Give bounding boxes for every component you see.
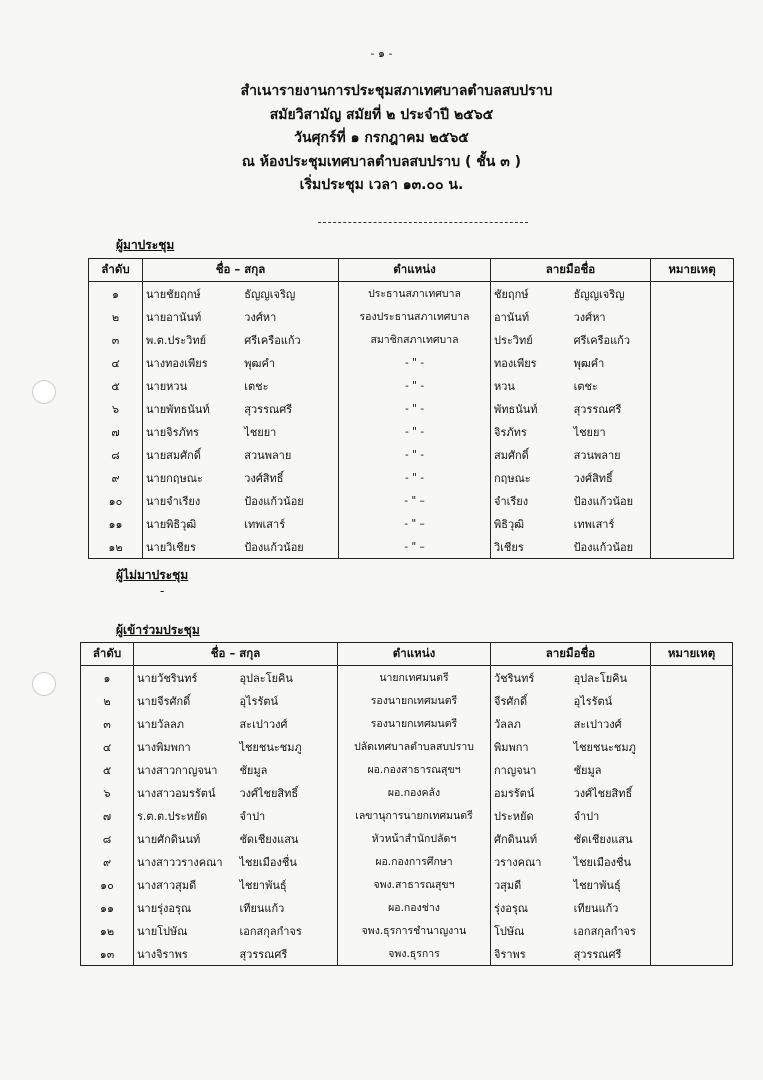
first-name: นางสาวกาญจนา: [137, 763, 218, 777]
position-cell: - " -: [339, 397, 491, 420]
first-name: นายรุ่งอรุณ: [137, 901, 192, 915]
remarks-cell: [651, 282, 734, 306]
signature-last: เอกสกุลกำจร: [573, 924, 636, 938]
signature-last: สวนพลาย: [573, 448, 621, 462]
header-line-2: สมัยวิสามัญ สมัยที่ ๒ ประจำปี ๒๕๖๕: [269, 106, 494, 123]
column-header: ลำดับ: [81, 643, 134, 666]
remarks-cell: [651, 443, 734, 466]
signature-last: ไชยชนะชมภู: [573, 740, 636, 754]
first-name: นายสมศักดิ์: [146, 448, 201, 462]
signature-first: จิรภัทร: [494, 425, 527, 439]
name-cell: [143, 466, 339, 489]
first-name: นายพิธิวุฒิ: [146, 517, 197, 531]
table-row: [81, 735, 733, 758]
signature-last: ไชยาพันธุ์: [573, 878, 621, 892]
table-row: [81, 712, 733, 735]
row-number: ๔: [89, 351, 143, 374]
last-name: จำปา: [239, 809, 266, 823]
signature-last: วงศ์ไชยสิทธิ์: [573, 786, 633, 800]
participants-title: ผู้เข้าร่วมประชุม: [116, 623, 200, 637]
row-number: ๙: [81, 850, 134, 873]
position-cell: - " -: [339, 420, 491, 443]
position-cell: - " -: [339, 443, 491, 466]
row-number: ๒: [89, 305, 143, 328]
first-name: นางพิมพกา: [137, 740, 191, 754]
signature-cell: [491, 666, 651, 690]
first-name: นางสาววรางคณา: [137, 855, 223, 869]
row-number: ๑๓: [81, 942, 134, 966]
name-cell: [143, 489, 339, 512]
signature-first: จำเรียง: [494, 494, 529, 508]
name-cell: [143, 328, 339, 351]
signature-cell: [491, 712, 651, 735]
column-header: หมายเหตุ: [651, 643, 733, 666]
row-number: ๖: [89, 397, 143, 420]
position-cell: จพง.สาธารณสุขฯ: [338, 873, 491, 896]
signature-last: ธัญญเจริญ: [573, 287, 625, 301]
name-cell: [134, 666, 338, 690]
signature-first: หวน: [494, 379, 515, 393]
signature-cell: [491, 443, 651, 466]
last-name: ชัยมูล: [239, 763, 268, 777]
signature-cell: [491, 689, 651, 712]
row-number: ๒: [81, 689, 134, 712]
remarks-cell: [651, 804, 733, 827]
signature-first: วิเชียร: [494, 540, 524, 554]
participants-header-row: [81, 643, 733, 666]
page-number: - ๑ -: [370, 47, 393, 60]
position-cell: ปลัดเทศบาลตำบลสบปราบ: [338, 735, 491, 758]
row-number: ๕: [89, 374, 143, 397]
last-name: สุวรรณศรี: [239, 947, 288, 961]
position-cell: ผอ.กองสาธารณสุขฯ: [338, 758, 491, 781]
position-cell: สมาชิกสภาเทศบาล: [339, 328, 491, 351]
name-cell: [143, 397, 339, 420]
last-name: วงศ์หา: [244, 310, 277, 324]
signature-first: พิธิวุฒิ: [494, 517, 525, 531]
attendees-title: ผู้มาประชุม: [116, 238, 175, 252]
last-name: อุปละโยคิน: [239, 671, 293, 685]
position-cell: ผอ.กองช่าง: [338, 896, 491, 919]
first-name: นายวัชรินทร์: [137, 671, 198, 685]
name-cell: [134, 850, 338, 873]
signature-last: พุฒคำ: [573, 356, 605, 370]
signature-cell: [491, 351, 651, 374]
remarks-cell: [651, 328, 734, 351]
signature-first: จิราพร: [494, 947, 526, 961]
signature-cell: [491, 305, 651, 328]
column-header: ตำแหน่ง: [339, 259, 491, 282]
last-name: ไชยยา: [244, 425, 277, 439]
remarks-cell: [651, 781, 733, 804]
table-row: [81, 781, 733, 804]
signature-cell: [491, 804, 651, 827]
name-cell: [134, 781, 338, 804]
table-row: [81, 827, 733, 850]
signature-first: พัทธนันท์: [494, 402, 538, 416]
table-row: [81, 666, 733, 690]
signature-first: อมรรัตน์: [494, 786, 535, 800]
remarks-cell: [651, 512, 734, 535]
remarks-cell: [651, 919, 733, 942]
name-cell: [143, 512, 339, 535]
header-line-3: วันศุกร์ที่ ๑ กรกฎาคม ๒๕๖๕: [294, 130, 469, 146]
last-name: ไชยเมืองชื่น: [239, 855, 297, 869]
name-cell: [134, 735, 338, 758]
signature-cell: [491, 758, 651, 781]
name-cell: [143, 420, 339, 443]
position-cell: หัวหน้าสำนักปลัดฯ: [338, 827, 491, 850]
remarks-cell: [651, 689, 733, 712]
absentees-none-mark: -: [160, 584, 165, 598]
signature-cell: [491, 420, 651, 443]
signature-last: อุปละโยคิน: [573, 671, 628, 685]
first-name: นายหวน: [146, 379, 188, 393]
remarks-cell: [651, 827, 733, 850]
row-number: ๑๑: [81, 896, 134, 919]
remarks-cell: [651, 489, 734, 512]
position-cell: ผอ.กองคลัง: [338, 781, 491, 804]
row-number: ๗: [89, 420, 143, 443]
attendees-header-row: [89, 259, 734, 282]
table-row: [89, 305, 734, 328]
participants-table: [80, 642, 733, 966]
last-name: สวนพลาย: [244, 448, 292, 462]
remarks-cell: [651, 942, 733, 966]
column-header: ตำแหน่ง: [338, 643, 491, 666]
punch-hole-top: [32, 380, 56, 404]
last-name: เตชะ: [244, 379, 269, 393]
row-number: ๑๐: [81, 873, 134, 896]
signature-first: วสุมดี: [494, 878, 522, 892]
position-cell: ประธานสภาเทศบาล: [339, 282, 491, 306]
table-row: [89, 282, 734, 306]
signature-last: ป้องแก้วน้อย: [573, 494, 634, 508]
remarks-cell: [651, 758, 733, 781]
position-cell: รองนายกเทศมนตรี: [338, 712, 491, 735]
first-name: นายกฤษณะ: [146, 471, 203, 485]
signature-cell: [491, 512, 651, 535]
table-row: [89, 397, 734, 420]
remarks-cell: [651, 666, 733, 690]
signature-cell: [491, 374, 651, 397]
table-row: [81, 689, 733, 712]
absentees-title: ผู้ไม่มาประชุม: [116, 568, 189, 582]
signature-first: อานันท์: [494, 310, 530, 324]
signature-last: สุวรรณศรี: [573, 402, 622, 416]
position-cell: - " -: [339, 374, 491, 397]
last-name: ไชยชนะชมภู: [239, 740, 302, 754]
remarks-cell: [651, 535, 734, 559]
document-header: [0, 80, 763, 198]
signature-first: ทองเพียร: [494, 356, 537, 370]
column-header: ชื่อ – สกุล: [134, 643, 338, 666]
row-number: ๘: [89, 443, 143, 466]
row-number: ๑: [89, 282, 143, 306]
signature-cell: [491, 466, 651, 489]
position-cell: - " -: [339, 466, 491, 489]
signature-cell: [491, 735, 651, 758]
signature-first: สมศักดิ์: [494, 448, 529, 462]
last-name: สะเปาวงศ์: [239, 717, 288, 731]
signature-cell: [491, 896, 651, 919]
name-cell: [134, 873, 338, 896]
header-line-1: สำเนารายงานการประชุมสภาเทศบาลตำบลสบปราบ: [240, 83, 553, 99]
name-cell: [143, 282, 339, 306]
table-row: [81, 850, 733, 873]
last-name: ธัญญเจริญ: [244, 287, 296, 301]
name-cell: [143, 535, 339, 559]
table-row: [81, 758, 733, 781]
signature-last: สะเปาวงศ์: [573, 717, 622, 731]
signature-first: ประวิทย์: [494, 333, 533, 347]
signature-cell: [491, 942, 651, 966]
position-cell: รองประธานสภาเทศบาล: [339, 305, 491, 328]
first-name: นายจิรภัทร: [146, 425, 199, 439]
remarks-cell: [651, 351, 734, 374]
remarks-cell: [651, 305, 734, 328]
column-header: หมายเหตุ: [651, 259, 734, 282]
first-name: ร.ต.ต.ประหยัด: [137, 809, 208, 823]
first-name: นางทองเพียร: [146, 356, 208, 370]
signature-cell: [491, 781, 651, 804]
signature-first: โปษัณ: [494, 924, 525, 938]
last-name: ชัดเชียงแสน: [239, 832, 299, 846]
last-name: วงศ์ไชยสิทธิ์: [239, 786, 299, 800]
row-number: ๗: [81, 804, 134, 827]
last-name: เอกสกุลกำจร: [239, 924, 302, 938]
name-cell: [143, 351, 339, 374]
signature-first: ประหยัด: [494, 809, 534, 823]
name-cell: [134, 712, 338, 735]
signature-cell: [491, 919, 651, 942]
signature-last: เตชะ: [573, 379, 598, 393]
remarks-cell: [651, 712, 733, 735]
signature-first: ศักดินนท์: [494, 832, 538, 846]
row-number: ๑๒: [81, 919, 134, 942]
last-name: เทพเสาร์: [244, 517, 286, 531]
row-number: ๑๒: [89, 535, 143, 559]
table-row: [81, 919, 733, 942]
first-name: นายวัลลภ: [137, 717, 185, 731]
last-name: อุไรรัตน์: [239, 694, 279, 708]
remarks-cell: [651, 397, 734, 420]
position-cell: นายกเทศมนตรี: [338, 666, 491, 690]
table-row: [81, 873, 733, 896]
table-row: [89, 420, 734, 443]
signature-last: เทียนแก้ว: [573, 901, 619, 915]
signature-first: วัลลภ: [494, 717, 521, 731]
remarks-cell: [651, 374, 734, 397]
position-cell: ผอ.กองการศึกษา: [338, 850, 491, 873]
row-number: ๑๐: [89, 489, 143, 512]
row-number: ๘: [81, 827, 134, 850]
name-cell: [143, 443, 339, 466]
column-header: ชื่อ – สกุล: [143, 259, 339, 282]
name-cell: [134, 804, 338, 827]
signature-first: วรางคณา: [494, 855, 542, 869]
position-cell: เลขานุการนายกเทศมนตรี: [338, 804, 491, 827]
first-name: นายจีรศักดิ์: [137, 694, 191, 708]
first-name: นายโปษัณ: [137, 924, 188, 938]
table-row: [89, 512, 734, 535]
row-number: ๓: [81, 712, 134, 735]
position-cell: จพง.ธุรการชำนาญงาน: [338, 919, 491, 942]
row-number: ๓: [89, 328, 143, 351]
table-row: [89, 374, 734, 397]
position-cell: - " -: [339, 351, 491, 374]
signature-last: วงศ์สิทธิ์: [573, 471, 613, 485]
signature-last: ชัยมูล: [573, 763, 602, 777]
row-number: ๙: [89, 466, 143, 489]
position-cell: รองนายกเทศมนตรี: [338, 689, 491, 712]
attendees-table: [88, 258, 734, 559]
position-cell: - " –: [339, 535, 491, 559]
last-name: ป้องแก้วน้อย: [244, 494, 304, 508]
table-row: [81, 942, 733, 966]
signature-first: รุ่งอรุณ: [494, 901, 528, 915]
last-name: พุฒคำ: [244, 356, 276, 370]
row-number: ๕: [81, 758, 134, 781]
signature-cell: [491, 827, 651, 850]
last-name: ไชยาพันธุ์: [239, 878, 287, 892]
signature-last: ชัดเชียงแสน: [573, 832, 633, 846]
remarks-cell: [651, 466, 734, 489]
table-row: [89, 535, 734, 559]
column-header: ลายมือชื่อ: [491, 643, 651, 666]
first-name: นางสาวสุมดี: [137, 878, 197, 892]
remarks-cell: [651, 896, 733, 919]
table-row: [89, 351, 734, 374]
header-line-4: ณ ห้องประชุมเทศบาลตำบลสบปราบ ( ชั้น ๓ ): [241, 153, 522, 170]
name-cell: [134, 758, 338, 781]
signature-cell: [491, 850, 651, 873]
signature-last: วงศ์หา: [573, 310, 606, 324]
column-header: ลำดับ: [89, 259, 143, 282]
name-cell: [134, 689, 338, 712]
table-row: [89, 489, 734, 512]
signature-first: กาญจนา: [494, 763, 537, 777]
first-name: นายพัทธนันท์: [146, 402, 210, 416]
first-name: นางจิราพร: [137, 947, 188, 961]
signature-first: พิมพกา: [494, 740, 529, 754]
name-cell: [134, 827, 338, 850]
signature-last: เทพเสาร์: [573, 517, 615, 531]
remarks-cell: [651, 420, 734, 443]
first-name: นายจำเรียง: [146, 494, 201, 508]
name-cell: [143, 374, 339, 397]
column-header: ลายมือชื่อ: [491, 259, 651, 282]
name-cell: [134, 919, 338, 942]
first-name: พ.ต.ประวิทย์: [146, 333, 207, 347]
row-number: ๑๑: [89, 512, 143, 535]
signature-first: วัชรินทร์: [494, 671, 535, 685]
signature-cell: [491, 535, 651, 559]
signature-cell: [491, 489, 651, 512]
header-line-5: เริ่มประชุม เวลา ๑๓.๐๐ น.: [299, 177, 464, 193]
table-row: [81, 804, 733, 827]
table-row: [89, 443, 734, 466]
last-name: ป้องแก้วน้อย: [244, 540, 304, 554]
remarks-cell: [651, 873, 733, 896]
last-name: เทียนแก้ว: [239, 901, 285, 915]
signature-first: ชัยฤกษ์: [494, 287, 529, 301]
signature-last: จำปา: [573, 809, 600, 823]
signature-cell: [491, 328, 651, 351]
signature-last: อุไรรัตน์: [573, 694, 613, 708]
last-name: วงศ์สิทธิ์: [244, 471, 284, 485]
signature-last: ไชยยา: [573, 425, 606, 439]
position-cell: - " –: [339, 512, 491, 535]
row-number: ๖: [81, 781, 134, 804]
signature-cell: [491, 282, 651, 306]
name-cell: [134, 896, 338, 919]
row-number: ๑: [81, 666, 134, 690]
signature-last: ศรีเครือแก้ว: [573, 333, 631, 347]
last-name: สุวรรณศรี: [244, 402, 293, 416]
row-number: ๔: [81, 735, 134, 758]
first-name: นายอานันท์: [146, 310, 202, 324]
name-cell: [143, 305, 339, 328]
signature-cell: [491, 873, 651, 896]
last-name: ศรีเครือแก้ว: [244, 333, 301, 347]
signature-first: กฤษณะ: [494, 471, 531, 485]
signature-last: ไชยเมืองชื่น: [573, 855, 631, 869]
first-name: นายวิเชียร: [146, 540, 196, 554]
first-name: นายชัยฤกษ์: [146, 287, 201, 301]
signature-last: ป้องแก้วน้อย: [573, 540, 634, 554]
position-cell: จพง.ธุรการ: [338, 942, 491, 966]
first-name: นายศักดินนท์: [137, 832, 201, 846]
signature-cell: [491, 397, 651, 420]
remarks-cell: [651, 850, 733, 873]
signature-last: สุวรรณศรี: [573, 947, 622, 961]
name-cell: [134, 942, 338, 966]
position-cell: - " –: [339, 489, 491, 512]
signature-first: จีรศักดิ์: [494, 694, 528, 708]
table-row: [89, 328, 734, 351]
table-row: [81, 896, 733, 919]
first-name: นางสาวอมรรัตน์: [137, 786, 216, 800]
table-row: [89, 466, 734, 489]
header-divider: [318, 222, 528, 223]
remarks-cell: [651, 735, 733, 758]
punch-hole-bottom: [32, 672, 56, 696]
